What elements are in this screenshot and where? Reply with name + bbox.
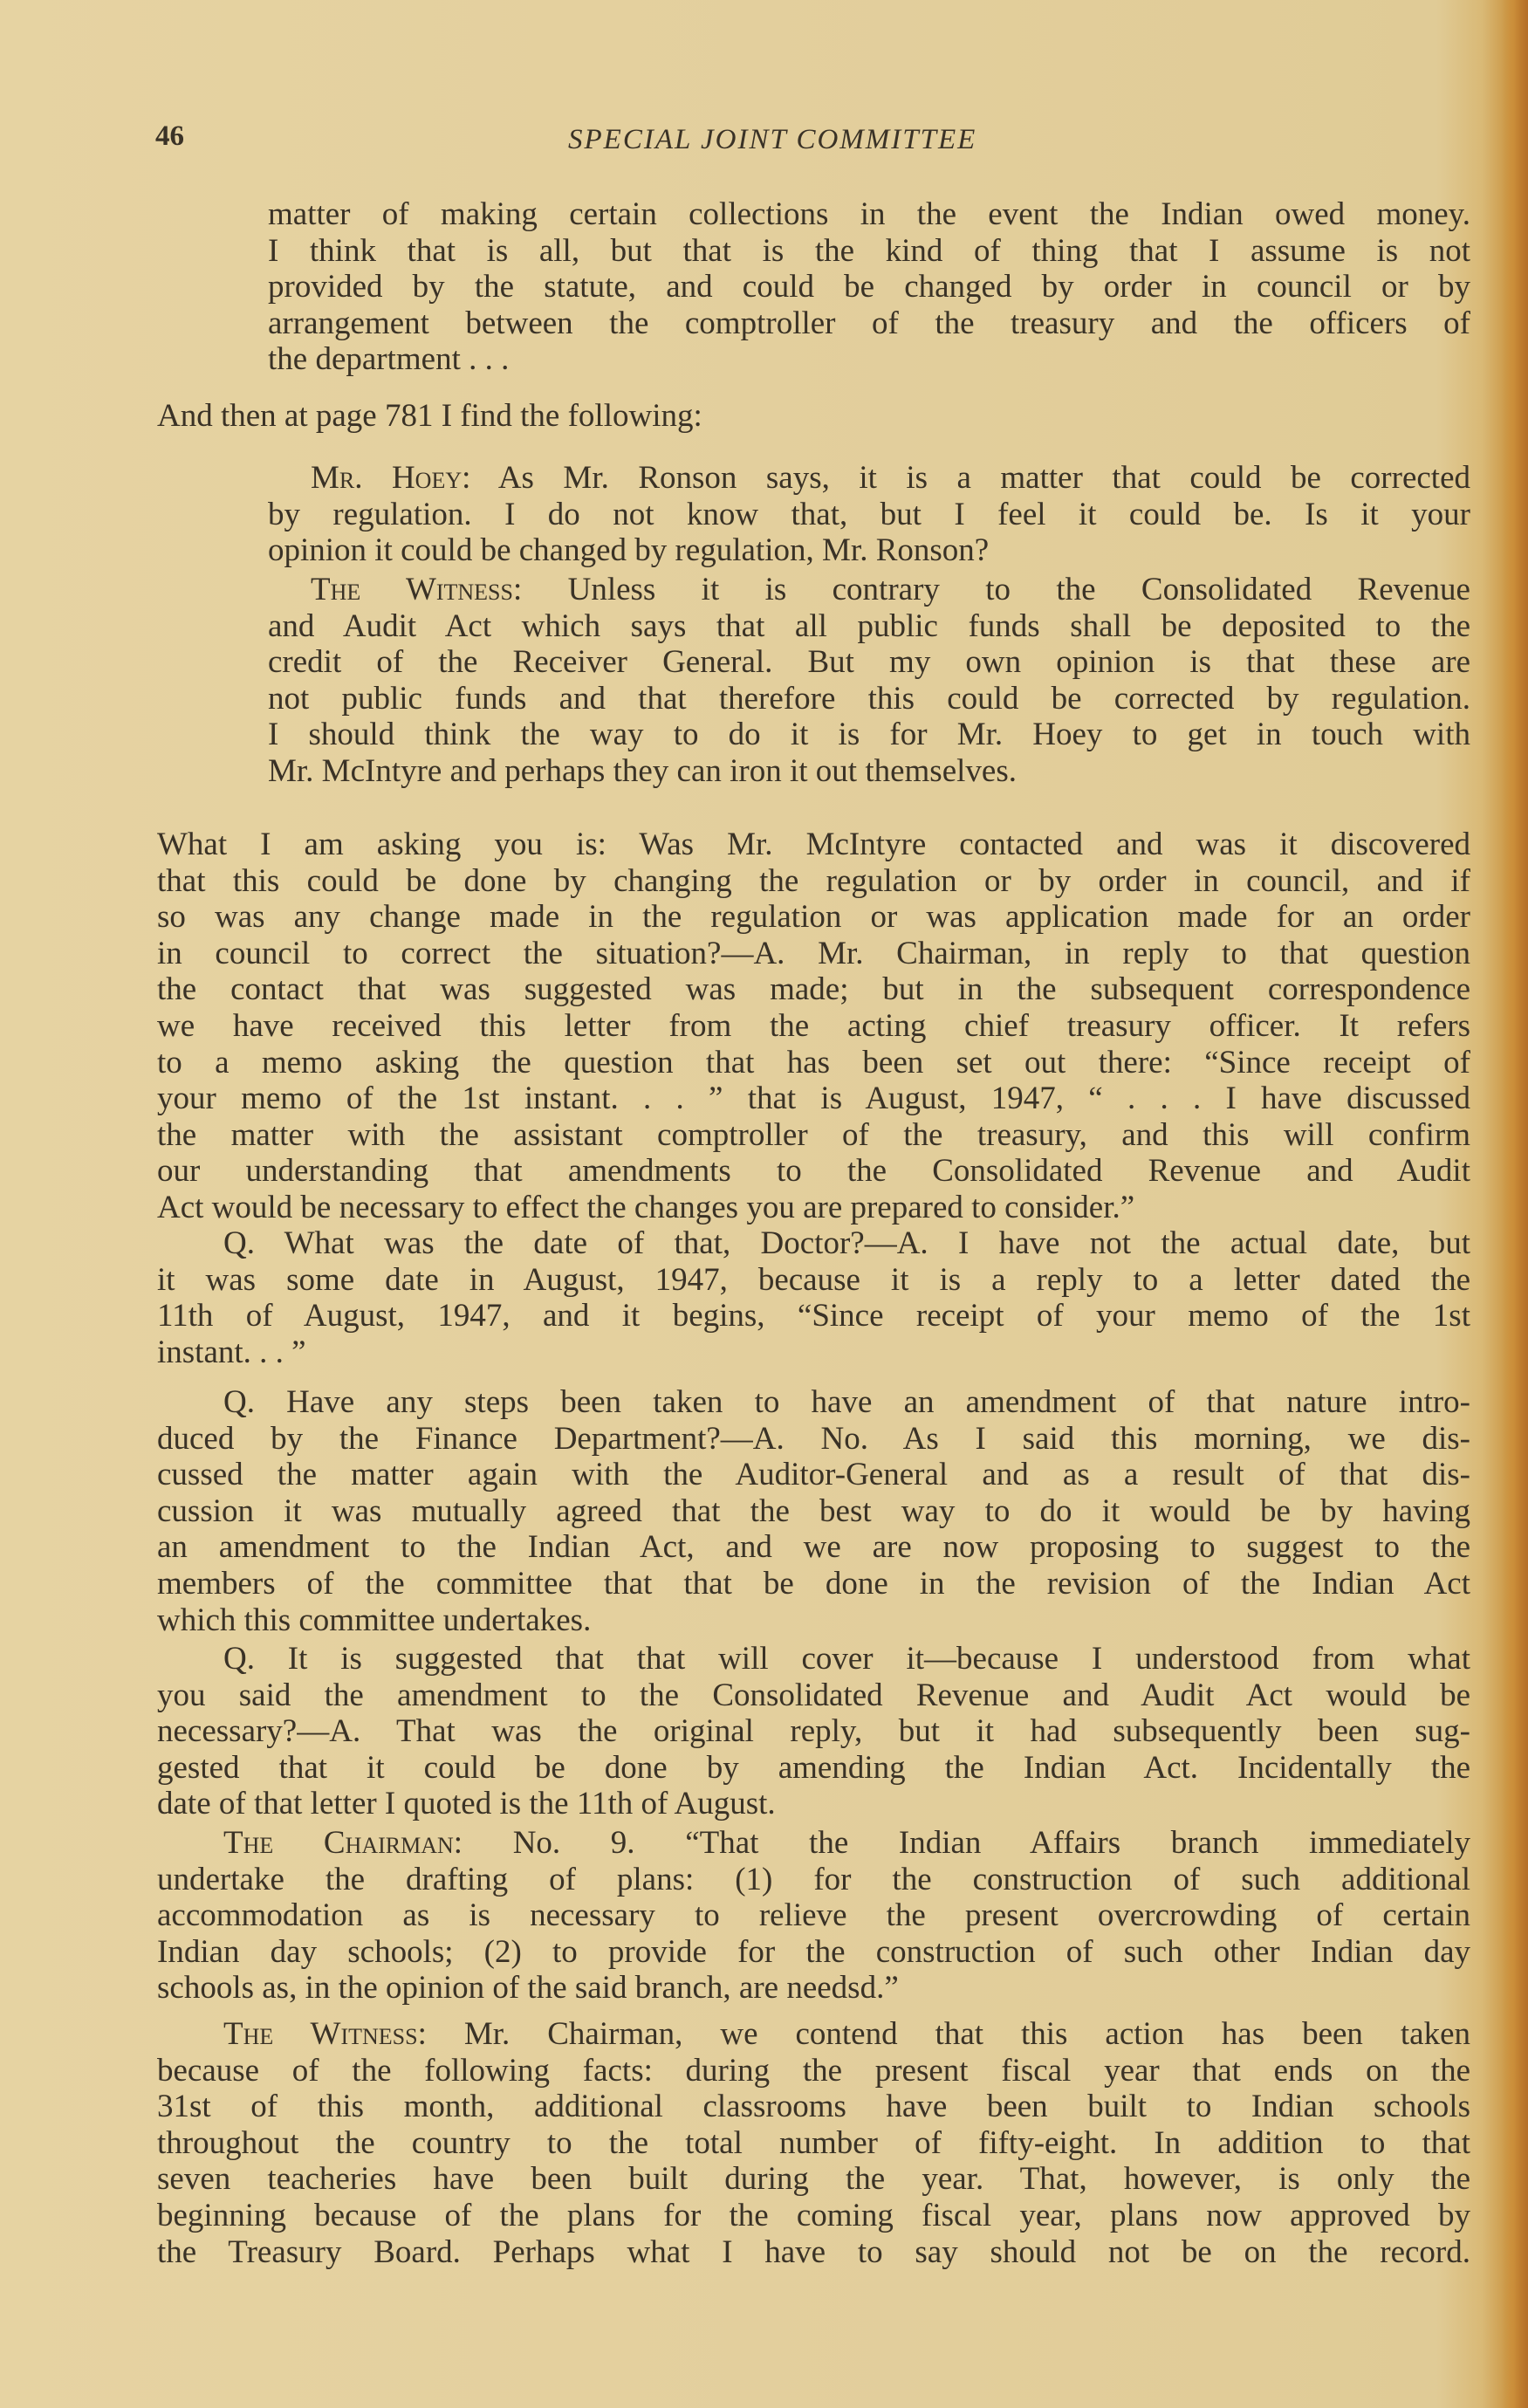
text-line: The Chairman: No. 9. “That the Indian Affairs branch immediately <box>223 1825 1470 1861</box>
quoted-paragraph <box>268 460 1470 569</box>
running-header <box>155 120 1482 164</box>
page-number: 46 <box>155 120 184 152</box>
paragraph <box>157 2016 1470 2270</box>
text-line: you said the amendment to the Consolidated Revenue and Audit Act would be <box>157 1677 1470 1713</box>
text-line: it was some date in August, 1947, because it is a reply to a letter dated the <box>157 1261 1470 1298</box>
text-line: in council to correct the situation?—A. Mr. Chairman, in reply to that question <box>157 935 1470 971</box>
speaker-name: The Witness <box>311 572 513 607</box>
speaker-name: The Chairman <box>223 1825 454 1861</box>
text-line: the department . . . <box>268 341 510 378</box>
text-line: Q. It is suggested that that will cover it—because I understood from what <box>223 1641 1470 1677</box>
text-line: I think that is all, but that is the kind of thing that I assume is not <box>268 232 1470 269</box>
text-line: necessary?—A. That was the original reply, but it had subsequently been sug- <box>157 1713 1470 1750</box>
text-line: seven teacheries have been built during the year. That, however, is only the <box>157 2161 1470 2198</box>
text-line: cussed the matter again with the Auditor-General and as a result of that dis- <box>157 1457 1470 1493</box>
text-line: And then at page 781 I find the following: <box>157 398 702 434</box>
text-line: Q. Have any steps been taken to have an amendment of that nature intro- <box>223 1384 1470 1420</box>
text-line: undertake the drafting of plans: (1) for the construction of such additional <box>157 1861 1470 1897</box>
text-line: we have received this letter from the acting chief treasury officer. It refers <box>157 1007 1470 1044</box>
text-line: provided by the statute, and could be changed by order in council or by <box>268 269 1470 305</box>
quoted-paragraph <box>268 196 1470 378</box>
text-line: Indian day schools; (2) to provide for the construction of such other Indian day <box>157 1933 1470 1970</box>
paragraph <box>157 398 1470 435</box>
text-line: credit of the Receiver General. But my own opinion is that these are <box>268 644 1470 681</box>
text-line: that this could be done by changing the regulation or by order in council, and if <box>157 862 1470 899</box>
text-line: The Witness: Unless it is contrary to the Consolidated Revenue <box>311 572 1470 607</box>
text-line: date of that letter I quoted is the 11th of August. <box>157 1786 776 1822</box>
text-line: accommodation as is necessary to relieve the present overcrowding of certain <box>157 1897 1470 1934</box>
text-line: to a memo asking the question that has been set out there: “Since receipt of <box>157 1044 1470 1081</box>
text-line: 31st of this month, additional classrooms have been built to Indian schools <box>157 2089 1470 2125</box>
text-line: members of the committee that that be done in the revision of the Indian Act <box>157 1565 1470 1602</box>
text-line: matter of making certain collections in the event the Indian owed money. <box>268 196 1470 232</box>
text-line: because of the following facts: during the present fiscal year that ends on the <box>157 2052 1470 2089</box>
text-line: by regulation. I do not know that, but I feel it could be. Is it your <box>268 496 1470 532</box>
text-line: The Witness: Mr. Chairman, we contend that this action has been taken <box>223 2016 1471 2052</box>
text-line: throughout the country to the total number of fifty-eight. In addition to that <box>157 2124 1470 2161</box>
text-line: cussion it was mutually agreed that the best way to do it would be by having <box>157 1492 1470 1529</box>
text-line: instant. . . ” <box>157 1334 306 1370</box>
text-line: 11th of August, 1947, and it begins, “Since receipt of your memo of the 1st <box>157 1298 1470 1334</box>
text-line: so was any change made in the regulation or was application made for an order <box>157 899 1470 936</box>
paragraph <box>157 1825 1470 2007</box>
running-head-title: SPECIAL JOINT COMMITTEE <box>568 124 977 155</box>
paragraph <box>157 827 1470 1226</box>
text-line: and Audit Act which says that all public funds shall be deposited to the <box>268 607 1470 644</box>
speaker-name: Mr. Hoey <box>311 460 463 496</box>
text-line: Q. What was the date of that, Doctor?—A. I have not the actual date, but <box>223 1225 1470 1261</box>
text-line: Mr. Hoey: As Mr. Ronson says, it is a matter that could be corrected <box>311 460 1470 496</box>
text-line: your memo of the 1st instant. . . ” that is August, 1947, “ . . . I have discussed <box>157 1081 1470 1117</box>
text-line: What I am asking you is: Was Mr. McIntyre contacted and was it discovered <box>157 827 1470 862</box>
text-line: which this committee undertakes. <box>157 1602 592 1638</box>
text-line: opinion it could be changed by regulation, Mr. Ronson? <box>268 532 990 569</box>
text-line: our understanding that amendments to the Consolidated Revenue and Audit <box>157 1153 1470 1190</box>
paragraph <box>157 1225 1470 1370</box>
text-line: I should think the way to do it is for Mr. Hoey to get in touch with <box>268 717 1470 753</box>
text-line: schools as, in the opinion of the said branch, are needsd.” <box>157 1970 899 2007</box>
quoted-paragraph <box>268 572 1470 790</box>
text-line: beginning because of the plans for the coming fiscal year, plans now approved by <box>157 2197 1470 2233</box>
text-line: the Treasury Board. Perhaps what I have to say should not be on the record. <box>157 2233 1470 2270</box>
text-line: an amendment to the Indian Act, and we are now proposing to suggest to the <box>157 1529 1470 1566</box>
paragraph <box>157 1641 1470 1822</box>
text-line: the contact that was suggested was made; but in the subsequent correspondence <box>157 971 1470 1008</box>
text-line: Act would be necessary to effect the changes you are prepared to consider.” <box>157 1189 1135 1225</box>
speaker-name: The Witness <box>223 2016 418 2052</box>
text-line: duced by the Finance Department?—A. No. As I said this morning, we dis- <box>157 1420 1470 1457</box>
paragraph <box>157 1384 1470 1638</box>
text-line: the matter with the assistant comptroller of the treasury, and this will confirm <box>157 1116 1470 1153</box>
text-line: not public funds and that therefore this could be corrected by regulation. <box>268 680 1470 717</box>
text-line: arrangement between the comptroller of the treasury and the officers of <box>268 305 1470 341</box>
page-edge-shadow <box>1502 0 1528 2408</box>
text-line: Mr. McIntyre and perhaps they can iron it out themselves. <box>268 752 1017 789</box>
text-line: gested that it could be done by amending the Indian Act. Incidentally the <box>157 1749 1470 1786</box>
